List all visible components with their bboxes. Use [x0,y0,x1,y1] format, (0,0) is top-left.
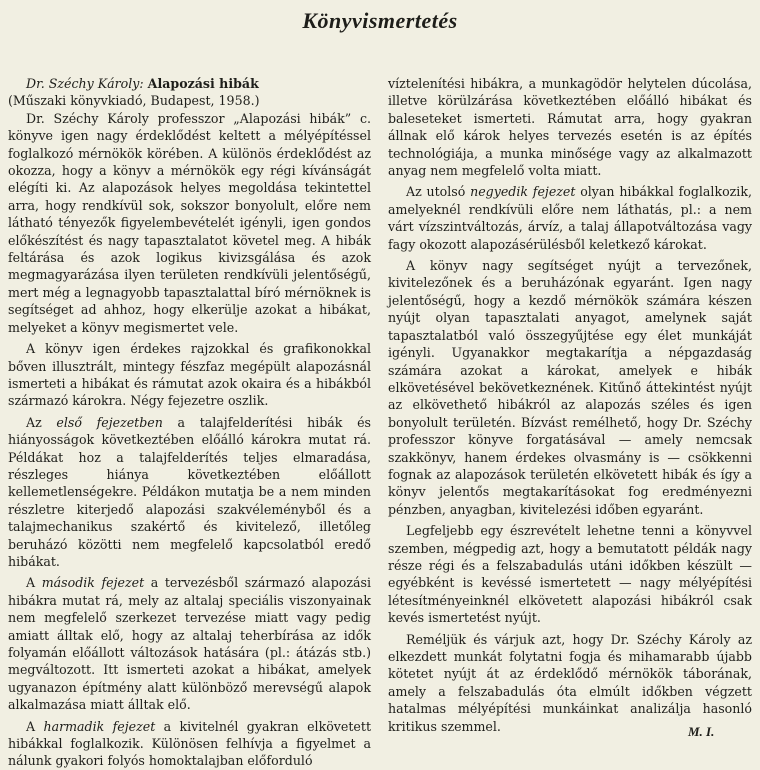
paragraph-third-chapter: A harmadik fejezet a kivitelnél gyakran elkövetett hibákkal foglalkozik. Különösen felhívja a figyelmet a nálunk gyakori folyós homoktalajban előforduló [8,718,372,769]
reference-publisher: (Műszaki könyvkiadó, Budapest, 1958.) [8,93,260,109]
paragraph-continued: víztelenítési hibákra, a munkagödör helytelen dúcolása, illetve körülzárása következtében előálló hibákat és baleseteket ismerteti. Rámutat arra, hogy gyakran állnak elő károk helyes tervezés esetén is az építés technológiája, a munka minősége vagy az alkalmazott anyag nem megfelelő volta miatt. [388,76,752,179]
paragraph: Legfeljebb egy észrevételt lehetne tenni a könyvvel szemben, mégpedig azt, hogy a bemutatott példák nagy része régi és a felszabadulás utáni időkben készült — egyébként is kevéssé ismertetett — nagy mélyépítési létesítményeinknél elkövetett alapozási hibákról csak kevés ismertetést nyújt. [388,523,752,626]
book-reference [8,75,371,110]
paragraph: A könyv igen érdekes rajzokkal és grafikonokkal bőven illusztrált, mintegy fészfaz megépült alapozásnál ismerteti a hibákat és rámutat azok okaira és a hibákból származó károkra. Négy fejezetre oszlik. [8,341,371,409]
reference-book-title: Alapozási hibák [147,76,259,91]
right-column [388,75,752,735]
author-signature: M. I. [688,724,715,739]
left-column [8,75,371,770]
paragraph: Dr. Széchy Károly professzor „Alapozási hibák” c. könyve igen nagy érdeklődést keltett a mélyépítéssel foglalkozó mérnökök körében. A különös érdeklődést az okozza, hogy a könyv a mérnökök egy régi kívánságát elégíti ki. Az alapozások helyes megoldása tekintettel arra, hogy rendkívül sok, sokszor bonyolult, előre nem látható tényezők figyelembevételét igényli, igen gondos előkészítést és nagy tapasztalatot követel meg. A hibák feltárása és azok logikus kivizsgálása és azok megmagyarázása ilyen területen rendkívüli jelentőségű, mert még a legnagyobb tapasztalattal bíró mérnöknek is segítséget ad ahhoz, hogy elkerülje azokat a hibákat, melyeket a könyv megismertet vele. [8,110,371,335]
paragraph: Reméljük és várjuk azt, hogy Dr. Széchy Károly az elkezdett munkát folytatni fogja és mihamarabb újabb kötetet nyújt át az érdeklődő mérnökök táborának, amely a felszabadulás óta elmúlt időkben végzett hatalmas mélyépítési munkáinkat analizálja hasonló kritikus szemmel. [388,631,752,734]
paragraph-first-chapter: Az első fejezetben a talajfelderítési hibák és hiányosságok következtében előálló károkra mutat rá. Példákat hoz a talajfelderítés teljes elmaradása, részleges hiánya következtében előállott kellemetlenségekre. Példákon mutatja be a nem minden részletre kiterjedő alapozási szakvéleményből és a talajmechanikus szakértő és kivitelező, illetőleg beruházó közötti nem megfelelő kapcsolatból eredő hibákat. [8,414,372,569]
paragraph-second-chapter: A második fejezet a tervezésből származó alapozási hibákra mutat rá, mely az altalaj speciális viszonyainak nem megfelelő szerkezet tervezése miatt vagy pedig amiatt álltak elő, hogy az altalaj teherbírása az idők folyamán előállott változások hatására (pl.: átázás stb.) megváltozott. Itt ismerteti azokat a hibákat, amelyek ugyanazon építmény alatt különböző merevségű alapok alkalmazása miatt álltak elő. [8,575,371,713]
paragraph-fourth-chapter: Az utolsó negyedik fejezet olyan hibákkal foglalkozik, amelyeknél rendkívüli előre nem láthatás, pl.: a nem várt vízszintváltozás, árvíz, a talaj állapotváltozása vagy fagy okozott alapozásérülésből keletkező károkat. [388,184,752,252]
reference-author: Dr. Széchy Károly: [26,76,144,91]
page-title: Könyvismertetés [302,8,458,33]
paragraph: A könyv nagy segítséget nyújt a tervezőnek, kivitelezőnek és a beruházónak egyaránt. Igen nagy jelentőségű, hogy a kezdő mérnökök számára készen nyújt olyan tapasztalati anyagot, amelynek saját tapasztalatból való összegyűjtése egy élet munkáját igényli. Ugyanakkor megtakarítja a népgazdaság számára azokat a károkat, amelyek e hibák elkövetésével bekövetkeznének. Kitűnő áttekintést nyújt az elkövethető hibákról az alapozás széles és igen bonyolult területén. Bízvást remélhető, hogy Dr. Széchy professzor könyve forgatásával — amely nemcsak szakkönyv, hanem érdekes olvasmány is — csökkenni fognak az alapozások területén elkövetett hibák és így a könyv jelentős megtakarításokat fog eredményezni pénzben, anyagban, kivitelezési időben egyaránt. [388,258,752,517]
